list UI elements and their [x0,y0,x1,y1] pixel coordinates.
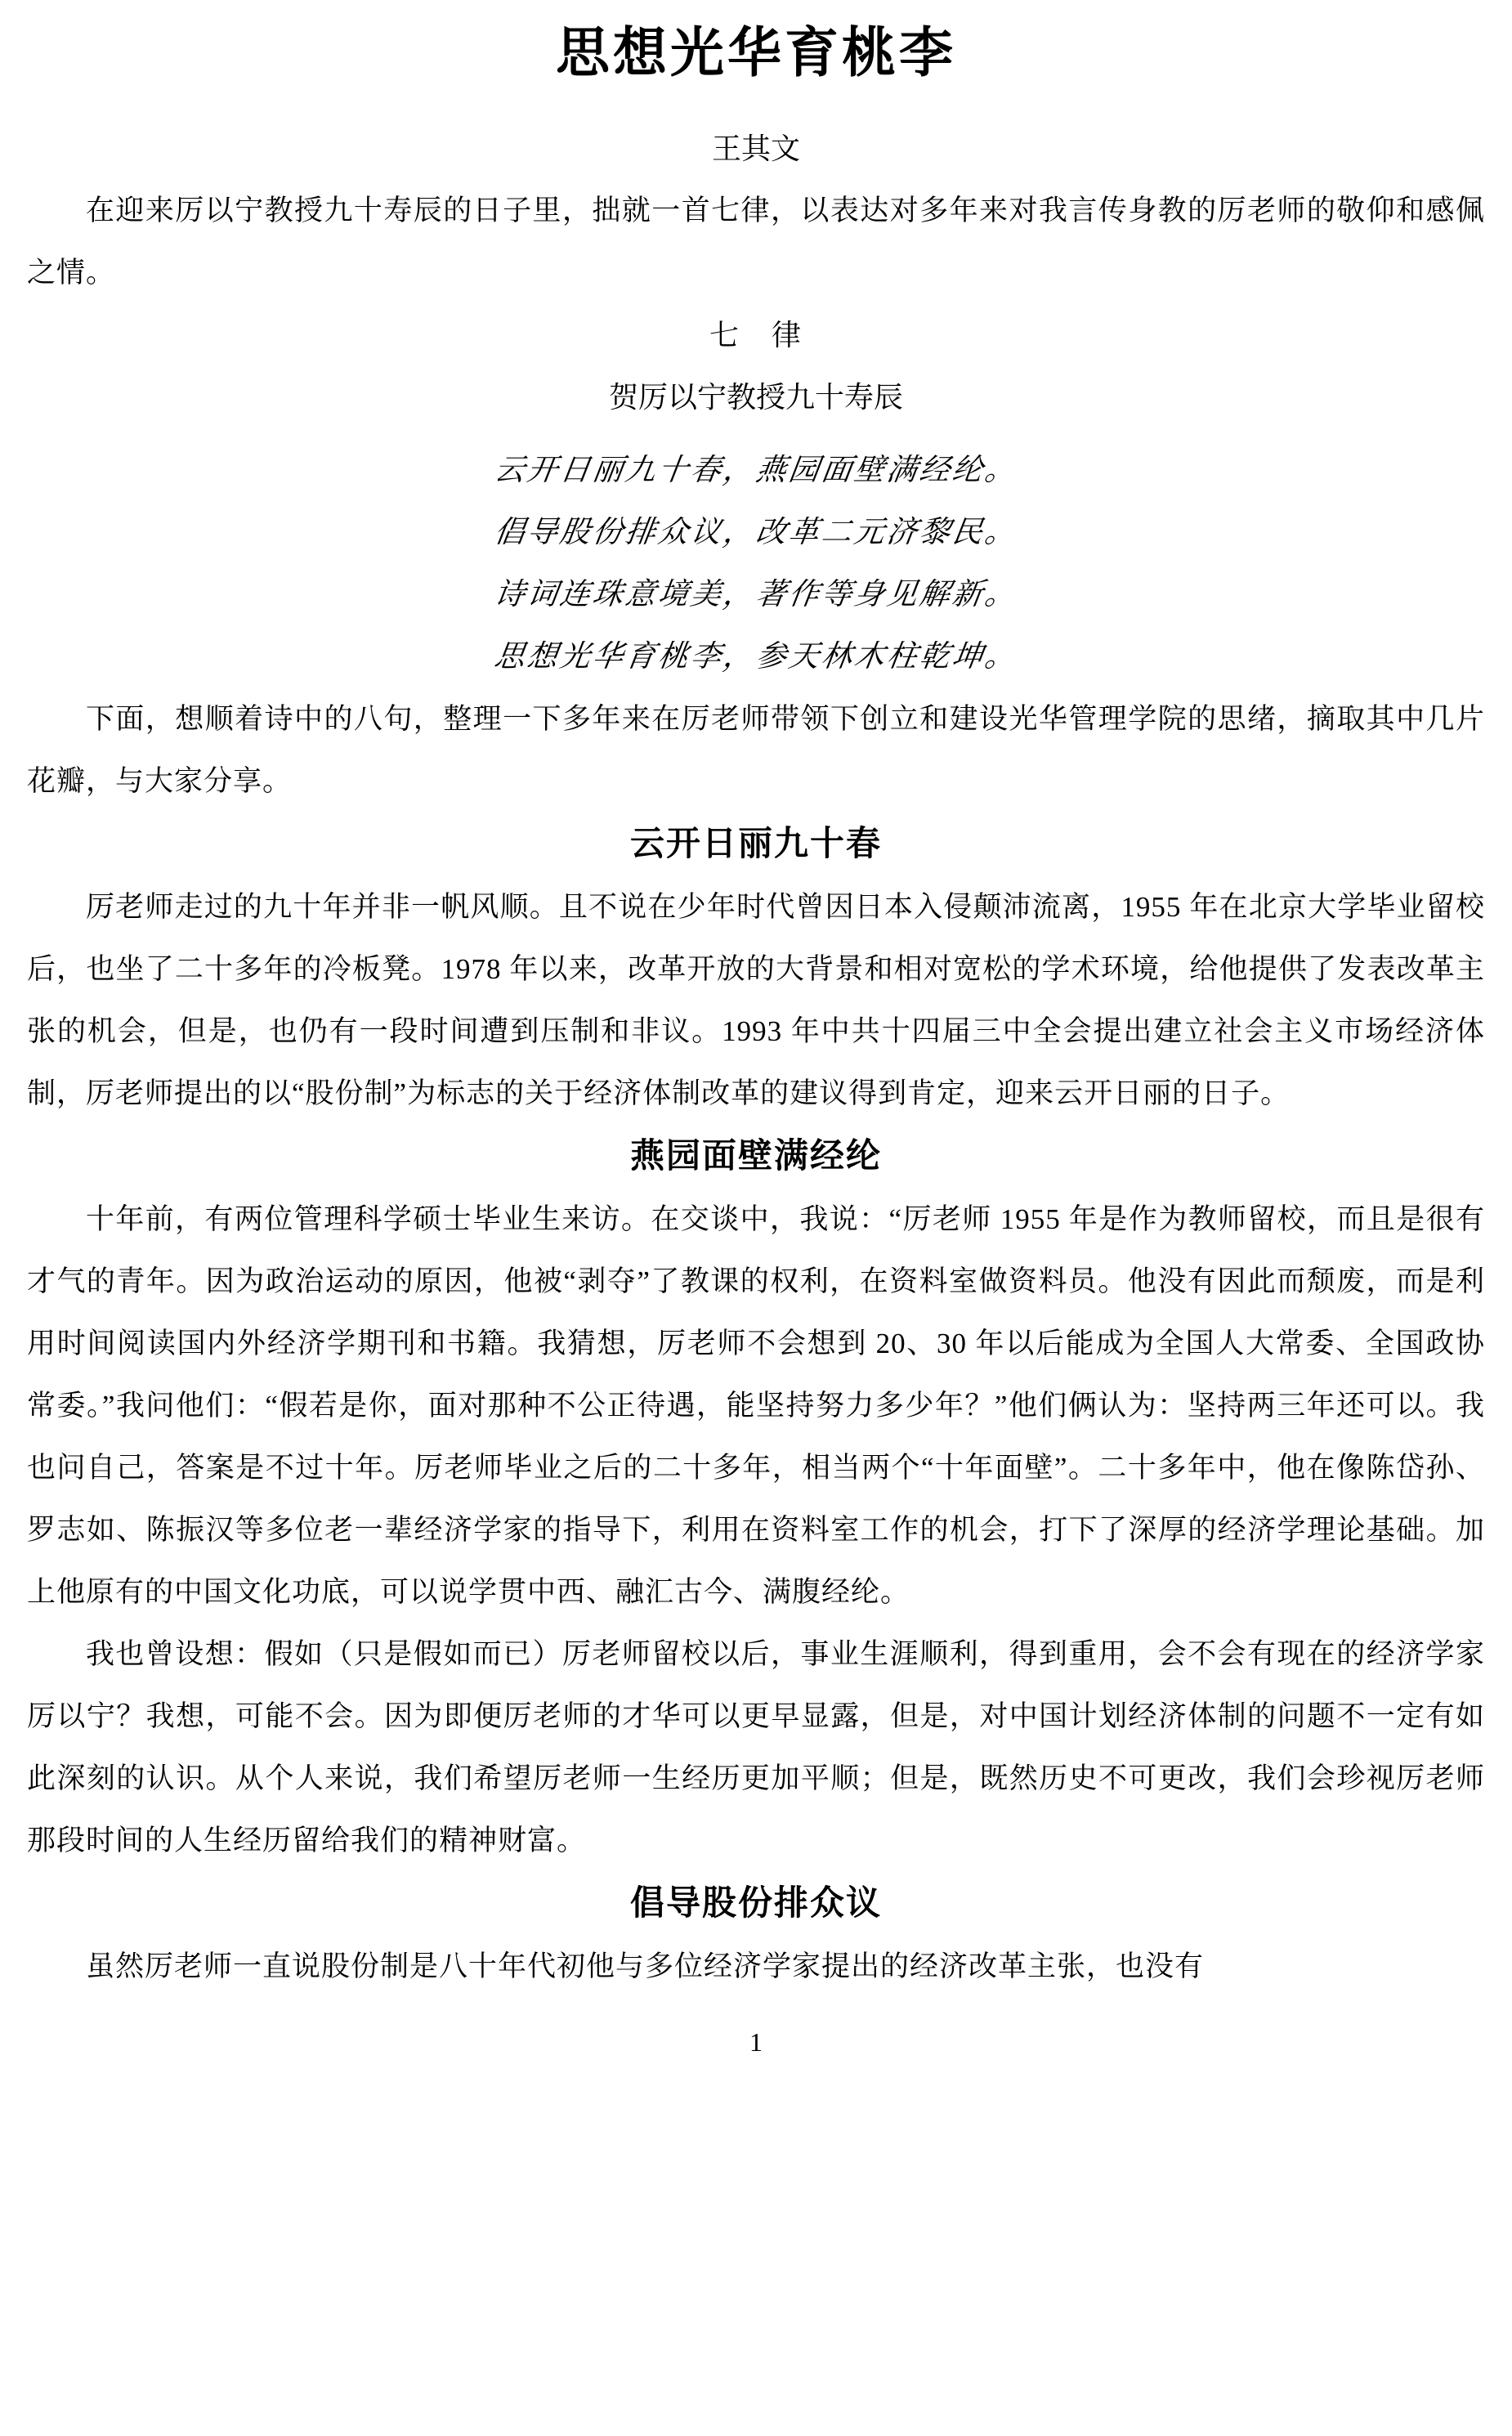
doc-title: 思想光华育桃李 [556,24,956,83]
poem-line [27,502,1485,564]
poem-block [27,440,1485,688]
section-heading-2: 燕园面壁满经纶 [629,1138,882,1175]
intro-paragraph: 在迎来厉以宁教授九十寿辰的日子里，拙就一首七律，以表达对多年来对我言传身教的厉老师的敬仰和感佩之情。 [27,195,1485,289]
poem-line-text: 倡导股份排众议，改革二元济黎民。 [492,516,1020,549]
doc-author: 王其文 [711,132,800,165]
section-2-paragraph-1: 十年前，有两位管理科学硕士毕业生来访。在交谈中，我说：“厉老师 1955 年是作为教师留校，而且是很有才气的青年。因为政治运动的原因，他被“剥夺”了教课的权利，在资料室做资料员。他没有因此而颓废，而是利用时间阅读国内外经济学期刊和书籍。我猜想，厉老师不会想到 20、30 年以后能成为全国人大常委、全国政协常委。”我问他们：“假若是你，面对那种不公正待遇，能坚持努力多少年？”他们俩认为：坚持两三年还可以。我也问自己，答案是不过十年。厉老师毕业之后的二十多年，相当两个“十年面壁”。二十多年中，他在像陈岱孙、罗志如、陈振汉等多位老一辈经济学家的指导下，利用在资料室工作的机会，打下了深厚的经济学理论基础。加上他原有的中国文化功底，可以说学贯中西、融汇古今、满腹经纶。 [27,1203,1485,1608]
section-2-paragraph-2: 我也曾设想：假如（只是假如而已）厉老师留校以后，事业生涯顺利，得到重用，会不会有现在的经济学家厉以宁？我想，可能不会。因为即便厉老师的才华可以更早显露，但是，对中国计划经济体制的问题不一定有如此深刻的认识。从个人来说，我们希望厉老师一生经历更加平顺；但是，既然历史不可更改，我们会珍视厉老师那段时间的人生经历留给我们的精神财富。 [27,1638,1485,1856]
verse-title: 贺厉以宁教授九十寿辰 [608,381,903,414]
poem-line-text: 思想光华育桃李，参天林木柱乾坤。 [492,640,1020,674]
poem-line [27,564,1485,626]
poem-line-text: 云开日丽九十春，燕园面壁满经纶。 [492,454,1020,487]
section-1-paragraph: 厉老师走过的九十年并非一帆风顺。且不说在少年时代曾因日本入侵颠沛流离，1955 年在北京大学毕业留校后，也坐了二十多年的冷板凳。1978 年以来，改革开放的大背景和相对宽松的学术环境，给他提供了发表改革主张的机会，但是，也仍有一段时间遭到压制和非议。1993 年中共十四届三中全会提出建立社会主义市场经济体制，厉老师提出的以“股份制”为标志的关于经济体制改革的建议得到肯定，迎来云开日丽的日子。 [27,891,1485,1109]
poem-line-text: 诗词连珠意境美，著作等身见解新。 [492,578,1020,611]
section-heading-1: 云开日丽九十春 [629,826,882,863]
section-3-paragraph: 虽然厉老师一直说股份制是八十年代初他与多位经济学家提出的经济改革主张，也没有 [86,1950,1205,1982]
intro-paragraph-2: 下面，想顺着诗中的八句，整理一下多年来在厉老师带领下创立和建设光华管理学院的思绪，摘取其中几片花瓣，与大家分享。 [27,703,1485,797]
verse-type-label: 七 律 [709,319,803,352]
poem-line [27,626,1485,688]
poem-line [27,440,1485,502]
page-number: 1 [749,2027,763,2057]
section-heading-3: 倡导股份排众议 [629,1885,882,1923]
